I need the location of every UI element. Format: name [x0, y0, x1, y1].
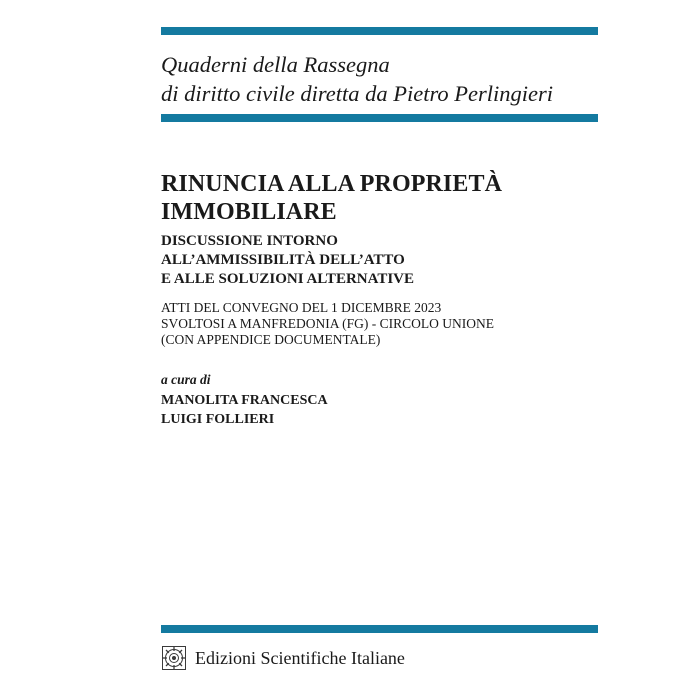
- book-title-line-1: RINUNCIA ALLA PROPRIETÀ: [161, 171, 503, 197]
- series-title: [161, 50, 553, 108]
- conference-info: [161, 300, 494, 348]
- bottom-rule: [161, 625, 598, 633]
- top-rule: [161, 27, 598, 35]
- book-subtitle: [161, 232, 414, 289]
- book-title-line-2: IMMOBILIARE: [161, 199, 337, 225]
- conference-line-1: ATTI DEL CONVEGNO DEL 1 DICEMBRE 2023: [161, 300, 442, 315]
- series-line-2: di diritto civile diretta da Pietro Perlingieri: [161, 81, 554, 106]
- publisher-name: Edizioni Scientifiche Italiane: [195, 648, 405, 668]
- middle-rule: [161, 114, 598, 122]
- series-line-1: Quaderni della Rassegna: [161, 52, 390, 77]
- editors-label: a cura di: [161, 372, 211, 387]
- editors-names: [161, 391, 328, 429]
- subtitle-line-2: ALL’AMMISSIBILITÀ DELL’ATTO: [161, 252, 405, 268]
- editor-name: MANOLITA FRANCESCA: [161, 393, 328, 408]
- editor-name: LUIGI FOLLIERI: [161, 412, 275, 427]
- conference-line-2: SVOLTOSI A MANFREDONIA (FG) - CIRCOLO UNIONE: [161, 316, 495, 331]
- publisher-block: [161, 643, 405, 673]
- subtitle-line-1: DISCUSSIONE INTORNO: [161, 233, 338, 249]
- book-title: [161, 170, 502, 226]
- conference-line-3: (CON APPENDICE DOCUMENTALE): [161, 332, 381, 347]
- subtitle-line-3: E ALLE SOLUZIONI ALTERNATIVE: [161, 271, 415, 287]
- publisher-emblem-icon: [161, 645, 187, 671]
